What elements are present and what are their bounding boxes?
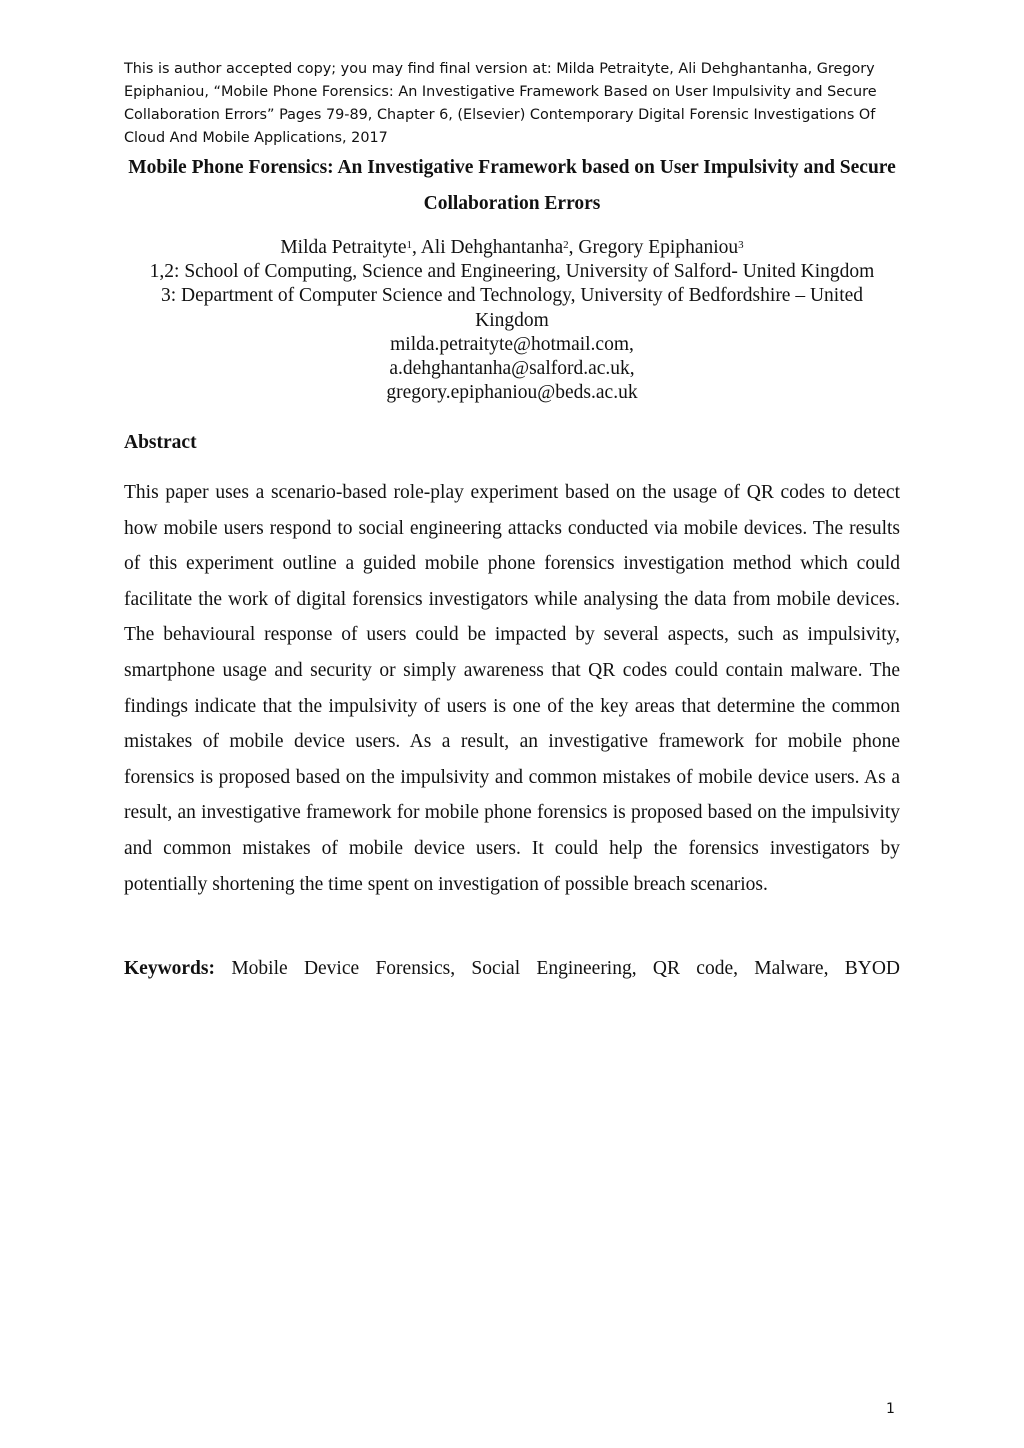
author-copy-notice: This is author accepted copy; you may find final version at: Milda Petraityte, Ali Dehghantanha, Gregory Epiphaniou, “Mobile Phone Forensics: An Investigative Framework Based on User Impulsivity and Secure Collaboration Errors” Pages 79-89, Chapter 6, (Elsevier) Contemporary Digital Forensic Investigations Of Cloud And Mobile Applications, 2017: [124, 61, 877, 146]
paper-title: Mobile Phone Forensics: An Investigative Framework based on User Impulsivity and Secure Collaboration Errors: [128, 157, 896, 214]
author-block: [124, 236, 900, 405]
author-affiliation-mark: 1: [406, 239, 413, 251]
abstract-heading: Abstract: [124, 432, 197, 453]
author-affiliation-mark: 3: [738, 239, 744, 251]
keywords-text: Mobile Device Forensics, Social Engineering, QR code, Malware, BYOD: [231, 958, 901, 979]
author-list: Milda Petraityte$^1$, Ali Dehghantanha$^2$, Gregory Epiphaniou$^3$: [280, 237, 744, 258]
author-name: Milda Petraityte: [280, 237, 407, 258]
keywords-label: Keywords:: [124, 958, 215, 979]
page-number: 1: [886, 1401, 895, 1417]
author-affiliation-mark: 2: [563, 239, 569, 251]
keywords-line: [124, 951, 900, 987]
page-content: [124, 58, 901, 979]
affiliation-line: 1,2: School of Computing, Science and Engineering, University of Salford- United Kingdom: [149, 261, 875, 283]
author-emails: milda.petraityte@hotmail.com, a.dehghantanha@salford.ac.uk, gregory.epiphaniou@beds.ac.uk: [386, 333, 638, 404]
author-name: Ali Dehghantanha: [420, 237, 564, 258]
author-name: Gregory Epiphaniou: [578, 237, 739, 258]
affiliation-line: 3: Department of Computer Science and Technology, University of Bedfordshire – United Kingdom: [160, 285, 864, 331]
abstract-body: This paper uses a scenario-based role-play experiment based on the usage of QR codes to detect how mobile users respond to social engineering attacks conducted via mobile devices. The results of this experiment outline a guided mobile phone forensics investigation method which could facilitate the work of digital forensics investigators while analysing the data from mobile devices. The behavioural response of users could be impacted by several aspects, such as impulsivity, smartphone usage and security or simply awareness that QR codes could contain malware. The findings indicate that the impulsivity of users is one of the key areas that determine the common mistakes of mobile device users. As a result, an investigative framework for mobile phone forensics is proposed based on the impulsivity and common mistakes of mobile device users. As a result, an investigative framework for mobile phone forensics is proposed based on the impulsivity and common mistakes of mobile device users. It could help the forensics investigators by potentially shortening the time spent on investigation of possible breach scenarios.: [124, 482, 900, 895]
